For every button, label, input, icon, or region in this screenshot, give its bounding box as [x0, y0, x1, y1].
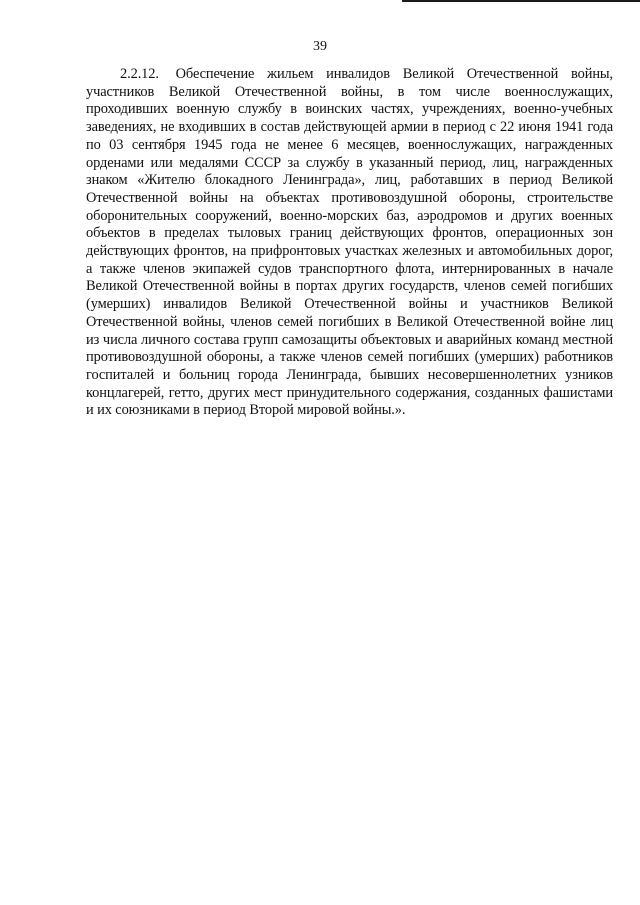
- page-number: 39: [313, 39, 327, 54]
- clause-text: Обеспечение жильем инвалидов Великой Отечественной войны, участников Великой Отечественной войны, в том числе военнослужащих, проходивших военную службу в воинских частях, учреждениях, военно-учебных заведениях, не входивших в состав действующей армии в период с 22 июня 1941 года по 03 сентября 1945 года не менее 6 месяцев, военнослужащих, награжденных орденами или медалями СССР за службу в указанный период, лиц, награжденных знаком «Жителю блокадного Ленинграда», лиц, работавших в период Великой Отечественной войны на объектах противовоздушной обороны, строительстве оборонительных сооружений, военно-морских баз, аэродромов и других военных объектов в пределах тыловых границ действующих фронтов, операционных зон действующих фронтов, на прифронтовых участках железных и автомобильных дорог, а также членов экипажей судов транспортного флота, интернированных в начале Великой Отечественной войны в портах других государств, членов семей погибших (умерших) инвалидов Великой Отечественной войны и участников Великой Отечественной войны, членов семей погибших в Великой Отечественной войне лиц из числа личного состава групп самозащиты объектовых и аварийных команд местной противовоздушной обороны, а также членов семей погибших (умерших) работников госпиталей и больниц города Ленинграда, бывших несовершеннолетних узников концлагерей, гетто, других мест принудительного содержания, созданных фашистами и их союзниками в период Второй мировой войны.».: [86, 66, 613, 419]
- clause-number: 2.2.12.: [120, 66, 159, 82]
- top-rule: [402, 0, 640, 2]
- clause-paragraph: [86, 66, 613, 420]
